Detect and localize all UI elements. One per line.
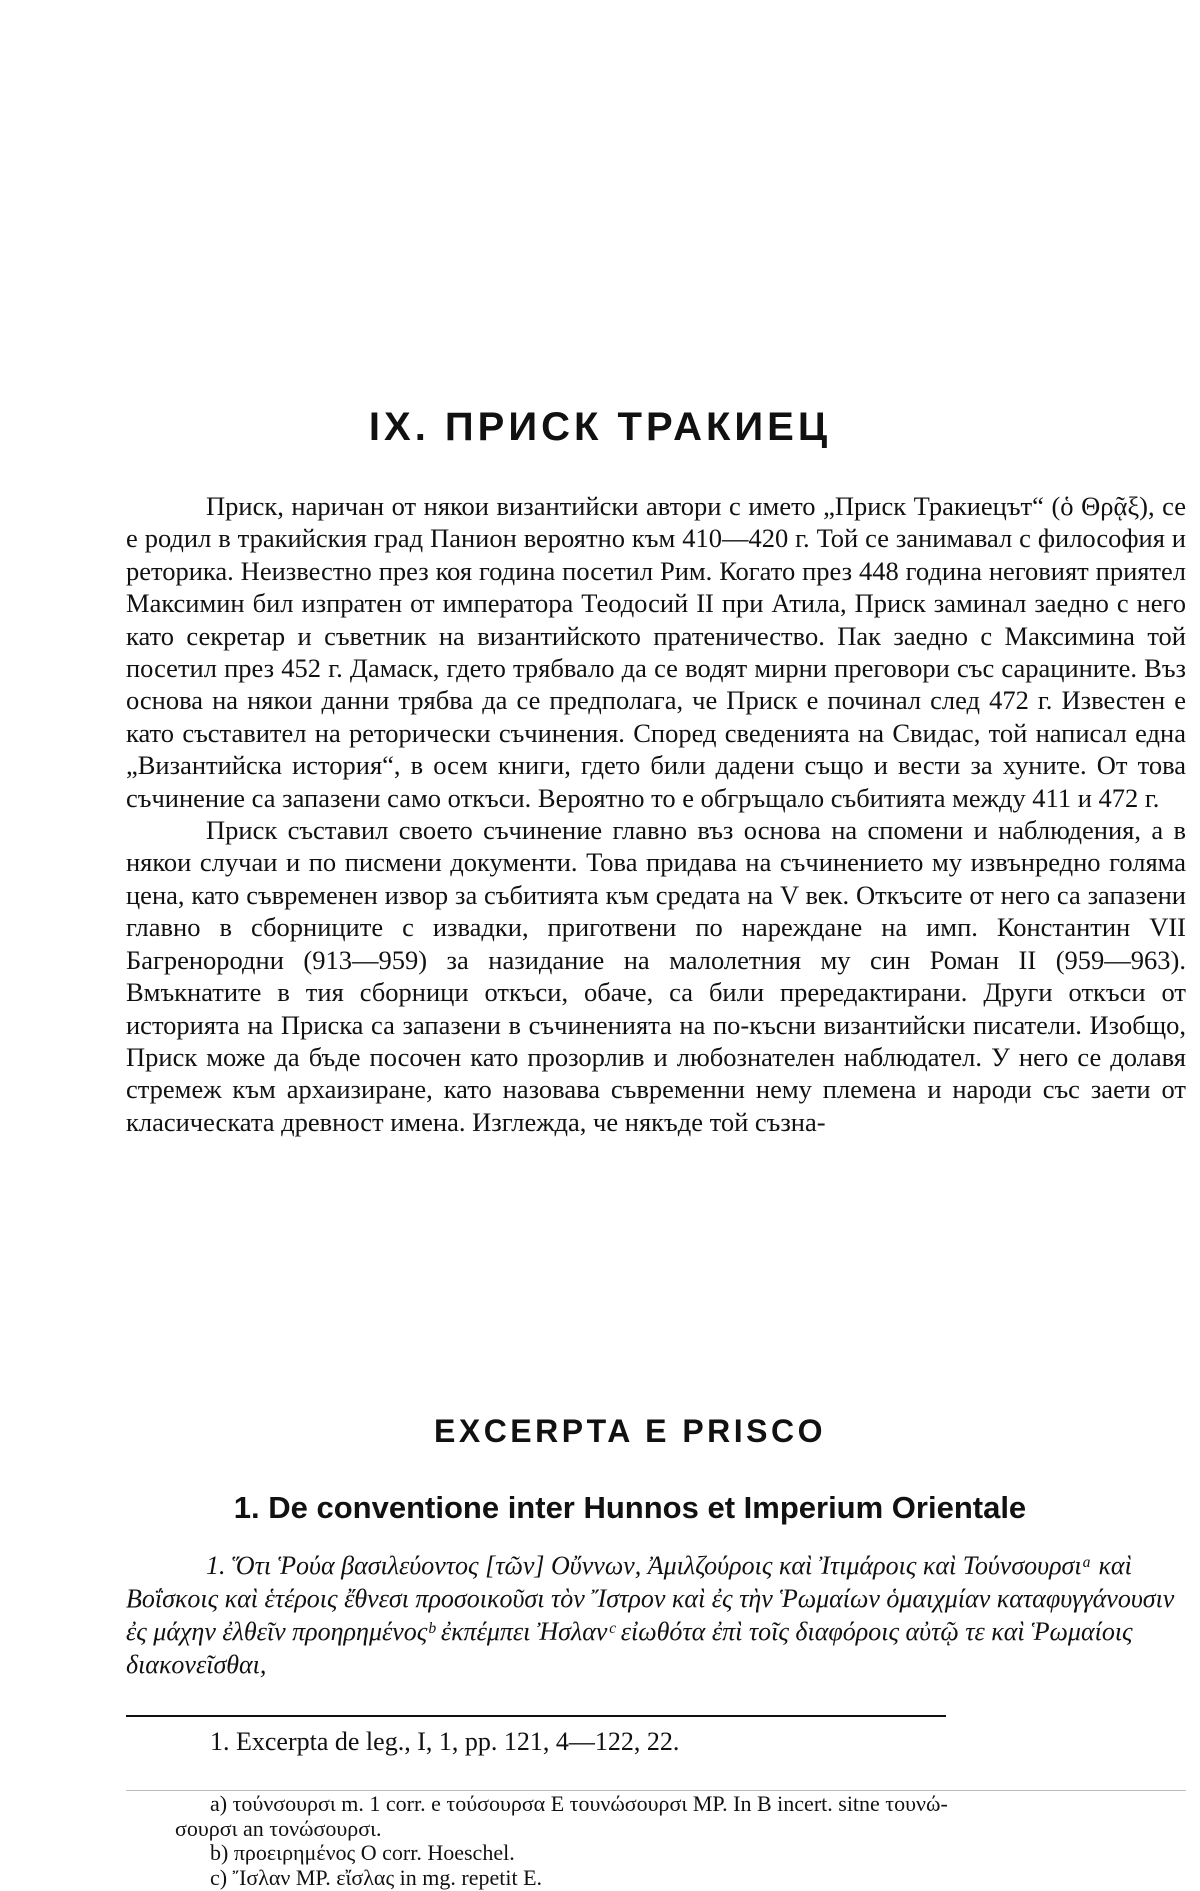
greek-paragraph: 1. Ὅτι Ῥούα βασιλεύοντος [τῶν] Οὔννων, Ἀμιλζούροις καὶ Ἰτιμάροις καὶ Τούνσουρσιᵃ καὶ Βοΐσκοις καὶ ἑτέροις ἔθνεσι προσοικοῦσι τὸν Ἴστρον καὶ ἐς τὴν Ῥωμαίων ὁμαιχμίαν καταφυγγάνουσιν ἐς μάχην ἐλθεῖν προηρημένοςᵇ ἐκπέμπει Ἠσλανᶜ εἰωθότα ἐπὶ τοῖς διαφόροις αὐτῷ τε καὶ Ῥωμαίοις διακονεῖσθαι,: [126, 1551, 1175, 1679]
apparatus-note-a-continued: σουρσι an τονώσουρσι.: [175, 1815, 382, 1841]
chapter-title: IX. ПРИСК ТРАКИЕЦ: [368, 405, 832, 449]
body-text: [126, 490, 1186, 1138]
source-reference: 1. Excerpta de leg., I, 1, pp. 121, 4—122, 22.: [210, 1727, 680, 1756]
critical-apparatus: [175, 1791, 1185, 1890]
section-title: 1. De conventione inter Hunnos et Imperium Orientale: [233, 1490, 1027, 1525]
apparatus-note-a: a) τούνσουρσι m. 1 corr. e τούσουρσα E τουνώσουρσι MP. In B incert. sitne τουνώ-: [210, 1791, 948, 1816]
apparatus-note-b: b) προειρημένος O corr. Hoeschel.: [210, 1840, 515, 1865]
body-paragraph: Приск, наричан от някои византийски автори с името „Приск Тракиецът“ (ὁ Θρᾷξ), се е родил в тракийския град Панион вероятно към 410—420 г. Той се занимавал с философия и реторика. Неизвестно през коя година посетил Рим. Когато през 448 година неговият приятел Максимин бил изпратен от императора Теодосий II при Атила, Приск заминал заедно с него като секретар и съветник на византийското пратеничество. Пак заедно с Максимина той посетил през 452 г. Дамаск, гдето трябвало да се водят мирни преговори със сарацините. Въз основа на някои данни трябва да се предполага, че Приск е починал след 472 г. Известен е като съставител на реторически съчинения. Според сведенията на Свидас, той написал една „Византийска история“, в осем книги, гдето били дадени също и вести за хуните. От това съчинение са запазени само откъси. Вероятно то е обгръщало събитията между 411 и 472 г.: [126, 491, 1186, 813]
greek-excerpt: [126, 1549, 1186, 1681]
apparatus-note-c: c) Ἴσλαν MP. εἴσλας in mg. repetit E.: [210, 1864, 543, 1890]
excerpta-title: EXCERPTA E PRISCO: [434, 1413, 826, 1449]
body-paragraph: Приск съставил своето съчинение главно въз основа на спомени и наблюдения, а в някои случаи и по писмени документи. Това придава на съчинението му извънредно голяма цена, като съвременен извор за събитията към средата на V век. Откъсите от него са запазени главно в сборниците с извадки, приготвени по нареждане на имп. Константин VII Багренородни (913—959) за назидание на малолетния му син Роман II (959—963). Вмъкнатите в тия сборници откъси, обаче, са били прередактирани. Други откъси от историята на Приска са запазени в съчиненията на по-късни византийски писатели. Изобщо, Приск може да бъде посочен като прозорлив и любознателен наблюдател. У него се долавя стремеж към архаизиране, като назовава съвременни нему племена и народи със заети от класическата древност имена. Изглежда, че някъде той съзна-: [126, 815, 1186, 1137]
footnote-divider: [126, 1715, 946, 1717]
